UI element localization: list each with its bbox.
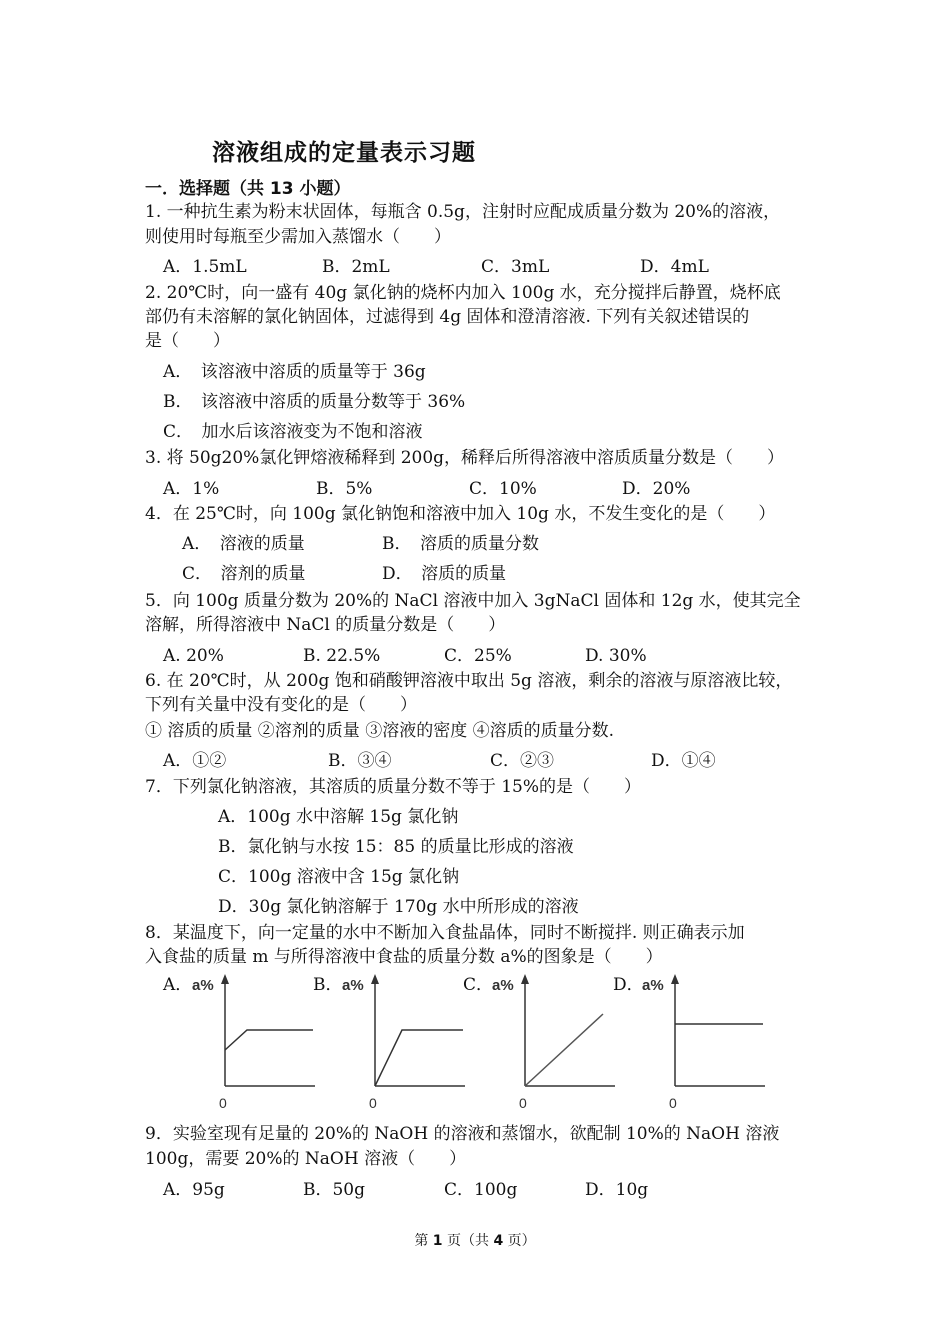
graph-c-axis-label: a%: [492, 977, 514, 994]
question-1-line-1: 1. 一种抗生素为粉末状固体，每瓶含 0.5g，注射时应配成质量分数为 20%的溶液，: [145, 202, 781, 222]
q5-option-a: A. 20%: [163, 646, 224, 666]
q4-option-a: A． 溶液的质量: [182, 534, 305, 554]
page-title: 溶液组成的定量表示习题: [212, 140, 476, 166]
graph-d: [640, 972, 780, 1112]
question-6-line-1: 6. 在 20℃时，从 200g 饱和硝酸钾溶液中取出 5g 溶液，剩余的溶液与原溶液比较，: [145, 671, 793, 691]
question-4-line-1: 4．在 25℃时，向 100g 氯化钠饱和溶液中加入 10g 水，不发生变化的是（ ）: [145, 504, 776, 524]
q6-option-a: A．①②: [163, 751, 227, 771]
graph-d-arrow: [671, 974, 679, 984]
question-2-line-2: 部仍有未溶解的氯化钠固体，过滤得到 4g 固体和澄清溶液. 下列有关叙述错误的: [145, 307, 750, 327]
graph-c-arrow: [521, 974, 529, 984]
q9-option-a: A．95g: [163, 1180, 225, 1200]
graph-b-curve: [375, 1030, 463, 1086]
q7-option-a: A．100g 水中溶解 15g 氯化钠: [218, 807, 459, 827]
footer-page-number: 1: [432, 1233, 443, 1249]
q5-option-d: D. 30%: [585, 646, 647, 666]
q3-option-d: D．20%: [622, 479, 691, 499]
question-8-line-2: 入食盐的质量 m 与所得溶液中食盐的质量分数 a%的图象是（ ）: [145, 947, 663, 967]
q9-option-c: C．100g: [444, 1180, 518, 1200]
graph-a-axis-label: a%: [192, 977, 214, 994]
q8-option-d: D．: [613, 975, 644, 995]
question-2-line-3: 是（ ）: [145, 331, 230, 351]
footer-pre: 第: [414, 1233, 433, 1249]
q2-option-b: B． 该溶液中溶质的质量分数等于 36%: [163, 392, 466, 412]
q4-option-d: D． 溶质的质量: [382, 564, 507, 584]
graph-b-origin: 0: [369, 1095, 377, 1111]
question-9-line-1: 9．实验室现有足量的 20%的 NaOH 的溶液和蒸馏水，欲配制 10%的 NaOH 溶液: [145, 1124, 780, 1144]
q9-option-b: B．50g: [303, 1180, 366, 1200]
question-2-line-1: 2. 20℃时，向一盛有 40g 氯化钠的烧杯内加入 100g 水，充分搅拌后静置，烧杯底: [145, 283, 781, 303]
q1-option-d: D．4mL: [640, 257, 709, 277]
q9-option-d: D．10g: [585, 1180, 649, 1200]
q1-option-b: B．2mL: [322, 257, 390, 277]
q1-option-c: C．3mL: [481, 257, 550, 277]
q5-option-c: C．25%: [444, 646, 512, 666]
graph-a-curve: [225, 1030, 313, 1050]
q3-option-b: B．5%: [316, 479, 373, 499]
question-6-line-3: ① 溶质的质量 ②溶剂的质量 ③溶液的密度 ④溶质的质量分数.: [145, 721, 615, 741]
graph-c-origin: 0: [519, 1095, 527, 1111]
q8-option-c: C．: [463, 975, 494, 995]
question-3-line-1: 3. 将 50g20%氯化钾熔液稀释到 200g，稀释后所得溶液中溶质质量分数是（ ）: [145, 448, 785, 468]
q4-option-b: B． 溶质的质量分数: [382, 534, 539, 554]
q6-option-b: B．③④: [328, 751, 392, 771]
q3-option-a: A．1%: [163, 479, 220, 499]
graph-a-origin: 0: [219, 1095, 227, 1111]
question-6-line-2: 下列有关量中没有变化的是（ ）: [145, 695, 417, 715]
question-9-line-2: 100g，需要 20%的 NaOH 溶液（ ）: [145, 1149, 467, 1169]
section-heading: 一．选择题（共 13 小题）: [145, 179, 351, 199]
q8-option-a: A．: [163, 975, 193, 995]
graph-d-origin: 0: [669, 1095, 677, 1111]
q7-option-d: D．30g 氯化钠溶解于 170g 水中所形成的溶液: [218, 897, 579, 917]
q6-option-d: D．①④: [651, 751, 716, 771]
footer-mid: 页（共: [442, 1233, 494, 1249]
graph-b-arrow: [371, 974, 379, 984]
q3-option-c: C．10%: [469, 479, 537, 499]
page-footer: [0, 1230, 950, 1250]
graph-b-axis-label: a%: [342, 977, 364, 994]
footer-post: 页）: [503, 1233, 536, 1249]
q5-option-b: B. 22.5%: [303, 646, 381, 666]
footer-total-pages: 4: [493, 1233, 504, 1249]
graph-c-curve: [525, 1014, 603, 1086]
graph-c: [490, 972, 630, 1112]
q7-option-b: B．氯化钠与水按 15：85 的质量比形成的溶液: [218, 837, 574, 857]
q6-option-c: C．②③: [490, 751, 555, 771]
question-7-line-1: 7．下列氯化钠溶液，其溶质的质量分数不等于 15%的是（ ）: [145, 777, 642, 797]
graph-a: [190, 972, 330, 1112]
question-1-line-2: 则使用时每瓶至少需加入蒸馏水（ ）: [145, 227, 451, 247]
q2-option-c: C． 加水后该溶液变为不饱和溶液: [163, 422, 423, 442]
question-8-line-1: 8．某温度下，向一定量的水中不断加入食盐晶体，同时不断搅拌. 则正确表示加: [145, 923, 745, 943]
q7-option-c: C．100g 溶液中含 15g 氯化钠: [218, 867, 460, 887]
graph-a-arrow: [221, 974, 229, 984]
q1-option-a: A．1.5mL: [163, 257, 247, 277]
graph-d-axis-label: a%: [642, 977, 664, 994]
question-5-line-2: 溶解，所得溶液中 NaCl 的质量分数是（ ）: [145, 615, 506, 635]
q4-option-c: C． 溶剂的质量: [182, 564, 306, 584]
graph-b: [340, 972, 480, 1112]
q2-option-a: A． 该溶液中溶质的质量等于 36g: [163, 362, 426, 382]
question-5-line-1: 5．向 100g 质量分数为 20%的 NaCl 溶液中加入 3gNaCl 固体和 12g 水，使其完全: [145, 591, 801, 611]
q8-option-b: B．: [313, 975, 343, 995]
